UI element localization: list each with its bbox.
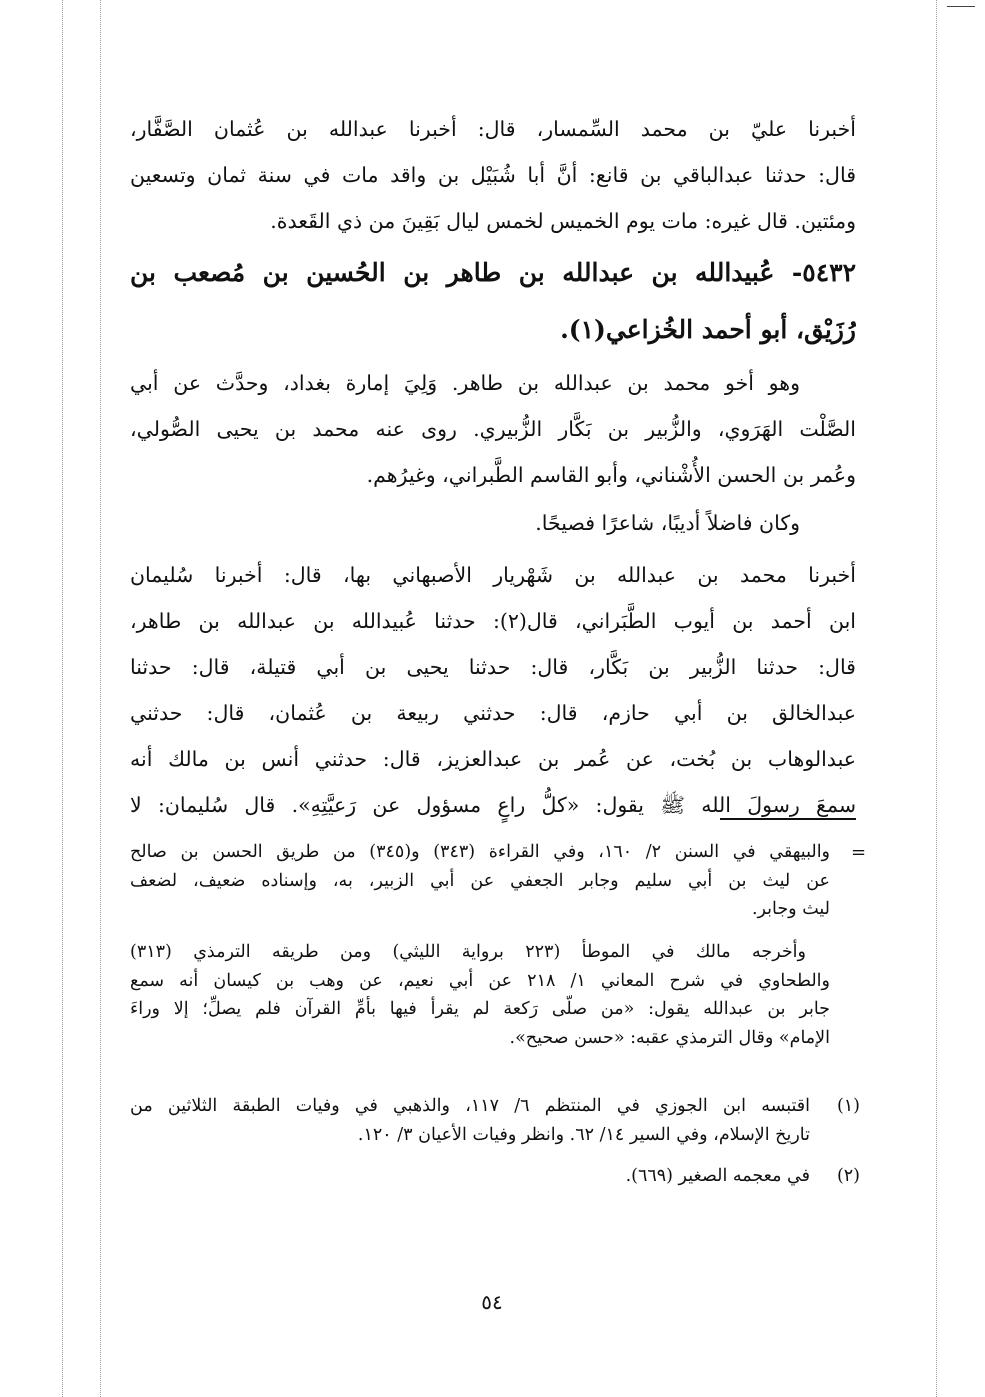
paragraph-description: [130, 500, 856, 546]
paragraph-hadith-chain: [130, 552, 856, 828]
heading-line: رُزَيْق، أبو أحمد الخُزاعي(١).: [560, 315, 856, 344]
footnote-continuation: [130, 838, 830, 924]
footnote-line: عن ليث بن أبي سليم وجابر الجعفي عن أبي الزبير، به، وإسناده ضعيف، لضعف: [130, 870, 830, 891]
text-line: سمعَ رسولَ الله ﷺ يقول: «كلُّ راعٍ مسؤول عن رَعيَّتِهِ». قال سُليمان: لا: [130, 793, 856, 817]
scan-corner-mark: [947, 6, 975, 7]
text-line: الصَّلْت الهَرَوي، والزُّبير بن بَكَّار الزُّبيري. روى عنه محمد بن يحيى الصُّولي،: [130, 417, 856, 441]
footnote-line: الإمام» وقال الترمذي عقبه: «حسن صحيح».: [509, 1027, 830, 1048]
margin-guide-line: [62, 0, 63, 1397]
paragraph-chain-1: [130, 106, 856, 244]
heading-line: ٥٤٣٢- عُبيدالله بن عبدالله بن طاهر بن الحُسين بن مُصعب بن: [130, 258, 856, 287]
text-line: قال: حدثنا الزُّبير بن بَكَّار، قال: حدثنا يحيى بن أبي قتيلة، قال: حدثنا: [130, 655, 856, 679]
text-line: عبدالوهاب بن بُخت، عن عُمر بن عبدالعزيز، قال: حدثني أنس بن مالك أنه: [130, 747, 856, 771]
text-line: عبدالخالق بن أبي حازم، قال: حدثني ربيعة بن عُثمان، قال: حدثني: [130, 701, 856, 725]
footnote-line: تاريخ الإسلام، وفي السير ١٤/ ٦٢. وانظر وفيات الأعيان ٣/ ١٢٠.: [357, 1124, 810, 1145]
text-line: وهو أخو محمد بن عبدالله بن طاهر. وَلِيَ إمارة بغداد، وحدَّث عن أبي: [130, 371, 800, 395]
footnote-paragraph: [130, 938, 830, 1052]
footnote-2: [130, 1162, 810, 1191]
footnote-line: في معجمه الصغير (٦٦٩).: [625, 1166, 810, 1186]
text-line: وكان فاضلاً أديبًا، شاعرًا فصيحًا.: [535, 511, 800, 535]
margin-guide-line: [936, 0, 937, 1397]
footnote-line: وأخرجه مالك في الموطأ (٢٢٣ برواية الليثي) ومن طريقه الترمذي (٣١٣): [130, 942, 806, 962]
footnote-line: والطحاوي في شرح المعاني ١/ ٢١٨ عن أبي نعيم، عن وهب بن كيسان أنه سمع: [130, 970, 830, 991]
footnote-number: (١): [836, 1096, 860, 1116]
footnote-line: ليث وجابر.: [751, 899, 830, 919]
margin-guide-line: [100, 0, 101, 1397]
page-number: ٥٤: [481, 1290, 503, 1314]
text-line: قال: حدثنا عبدالباقي بن قانع: أنَّ أبا شُبَيْل بن واقد مات في سنة ثمان وتسعين: [130, 163, 856, 187]
footnote-line: جابر بن عبدالله يقول: «من صلَّى رَكعة لم يقرأ فيها بأمِّ القرآن فلم يصلِّ؛ إلا وراءَ: [130, 999, 830, 1019]
footnote-line: اقتبسه ابن الجوزي في المنتظم ٦/ ١١٧، والذهبي في وفيات الطبقة الثلاثين من: [130, 1096, 810, 1116]
text-line: ومئتين. قال غيره: مات يوم الخميس لخمس ليال بَقِينَ من ذي القَعدة.: [270, 209, 856, 233]
footnote-continuation-marker: =: [851, 842, 867, 863]
text-line: ابن أحمد بن أيوب الطَّبَراني، قال(٢): حدثنا عُبيدالله بن عبدالله بن طاهر،: [130, 609, 856, 633]
entry-heading: [130, 244, 856, 358]
footnote-1: [130, 1092, 810, 1149]
paragraph-biography: [130, 360, 856, 498]
footnote-line: والبيهقي في السنن ٢/ ١٦٠، وفي القراءة (٣٤٣) و(٣٤٥) من طريق الحسن بن صالح: [130, 842, 830, 862]
text-line: أخبرنا محمد بن عبدالله بن شَهْريار الأصبهاني بها، قال: أخبرنا سُليمان: [130, 563, 856, 587]
text-line: وعُمر بن الحسن الأُشْناني، وأبو القاسم الطَّبراني، وغيرُهم.: [366, 463, 856, 487]
text-line: أخبرنا عليّ بن محمد السِّمسار، قال: أخبرنا عبدالله بن عُثمان الصَّفَّار،: [130, 117, 856, 141]
footnote-separator: [720, 818, 856, 820]
footnote-number: (٢): [836, 1166, 860, 1186]
